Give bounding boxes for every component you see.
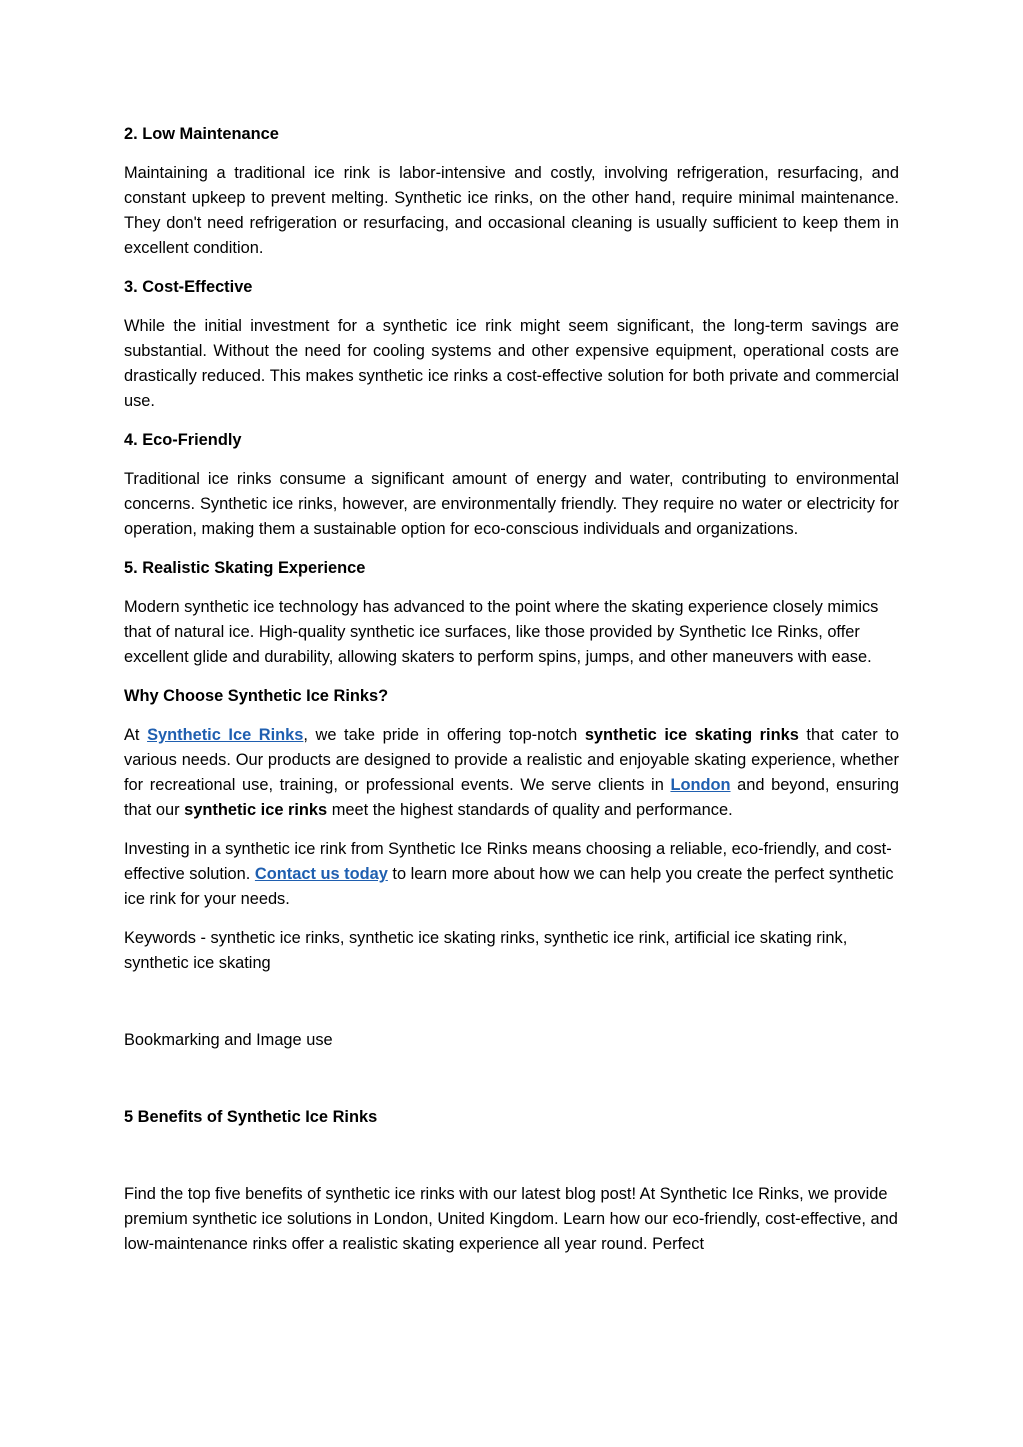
why-text-2: , we take pride in offering top-notch (303, 726, 585, 744)
why-bold-2: synthetic ice rinks (184, 801, 328, 819)
blog-description: Find the top five benefits of synthetic ice rinks with our latest blog post! At Synthetic Ice Rinks, we provide premium synthetic ice solutions in London, United Kingdom. Learn how our eco-friendly, cost-effective, and low-maintenance rinks offer a realistic skating experience all year round. Perfect (124, 1185, 898, 1253)
why-text-1: At (124, 726, 148, 744)
section-body-cost-effective: While the initial investment for a synthetic ice rink might seem significant, the long-term savings are substantial. Without the need for cooling systems and other expensive equipment, operational costs are drastically reduced. This makes synthetic ice rinks a cost-effective solution for both private and commercial use. (124, 317, 899, 410)
section-body-eco-friendly: Traditional ice rinks consume a significant amount of energy and water, contributing to environmental concerns. Synthetic ice rinks, however, are environmentally friendly. They require no water or electricity for operation, making them a sustainable option for eco-conscious individuals and organizations. (124, 470, 899, 538)
investing-text-1: Investing in a synthetic ice rink from Synthetic Ice Rinks means choosing a reliable, eco-friendly, and cost-effective solution. (124, 840, 892, 883)
spacer (124, 1067, 899, 1105)
contact-us-link[interactable]: Contact us today (254, 865, 388, 883)
section-heading-realistic-skating: 5. Realistic Skating Experience (124, 559, 366, 577)
section-heading-low-maintenance: 2. Low Maintenance (124, 125, 279, 143)
spacer (124, 1144, 899, 1182)
why-choose-heading: Why Choose Synthetic Ice Rinks? (124, 687, 389, 705)
blog-title: 5 Benefits of Synthetic Ice Rinks (124, 1108, 378, 1126)
section-body-realistic-skating: Modern synthetic ice technology has advanced to the point where the skating experience closely mimics that of natural ice. High-quality synthetic ice surfaces, like those provided by Synthetic Ice Rinks, offer excellent glide and durability, allowing skaters to perform spins, jumps, and other maneuvers with ease. (124, 598, 879, 666)
investing-text-2: to learn more about how we can help you create the perfect synthetic ice rink for your needs. (124, 865, 894, 908)
why-text-5: meet the highest standards of quality and performance. (327, 801, 733, 819)
spacer (124, 990, 899, 1028)
why-text-3: that cater to various needs. Our products are designed to provide a realistic and enjoyable skating experience, whether for recreational use, training, or professional events. We serve clients in (124, 726, 899, 794)
why-bold-1: synthetic ice skating rinks (584, 726, 799, 744)
bookmarking-label: Bookmarking and Image use (124, 1031, 333, 1049)
section-heading-cost-effective: 3. Cost-Effective (124, 278, 253, 296)
document-page (124, 122, 899, 1271)
london-link[interactable]: London (670, 776, 731, 794)
investing-paragraph (124, 837, 899, 912)
why-choose-paragraph (124, 723, 899, 823)
synthetic-ice-rinks-link[interactable]: Synthetic Ice Rinks (147, 726, 304, 744)
section-heading-eco-friendly: 4. Eco-Friendly (124, 431, 242, 449)
keywords-paragraph: Keywords - synthetic ice rinks, synthetic ice skating rinks, synthetic ice rink, artificial ice skating rink, synthetic ice skating (124, 929, 848, 972)
why-text-4: and beyond, ensuring that our (124, 776, 899, 819)
section-body-low-maintenance: Maintaining a traditional ice rink is labor-intensive and costly, involving refrigeration, resurfacing, and constant upkeep to prevent melting. Synthetic ice rinks, on the other hand, require minimal maintenance. They don't need refrigeration or resurfacing, and occasional cleaning is usually sufficient to keep them in excellent condition. (124, 164, 899, 257)
